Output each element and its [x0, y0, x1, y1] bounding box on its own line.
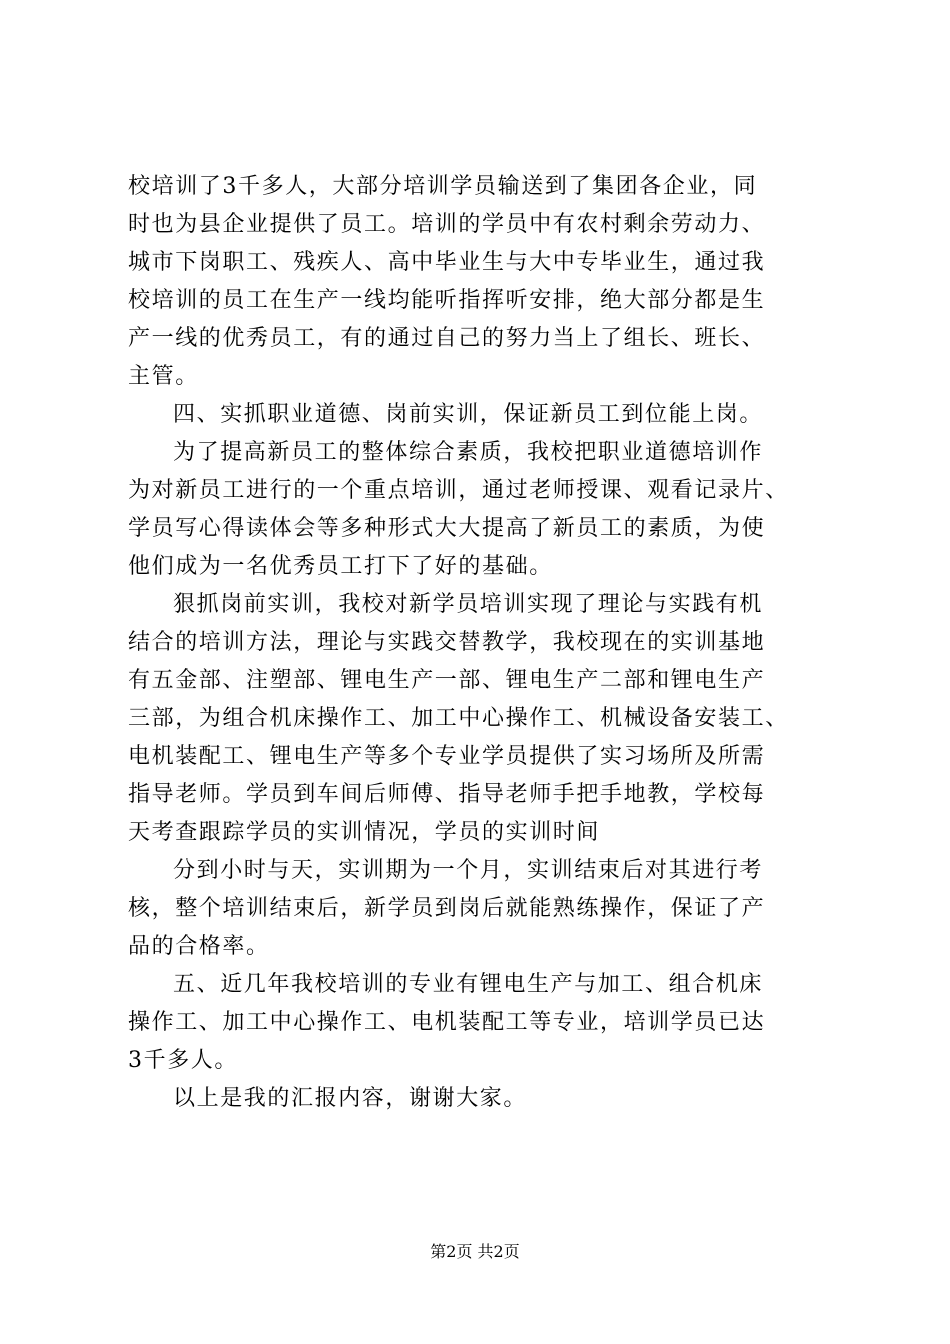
text-line: 为了提高新员工的整体综合素质，我校把职业道德培训作 [173, 440, 764, 465]
text-line: 产一线的优秀员工，有的通过自己的努力当上了组长、班长、 [128, 326, 766, 351]
text-line: 校培训的员工在生产一线均能听指挥听安排，绝大部分都是生 [128, 288, 766, 313]
page-footer: 第2页 共2页 [430, 1242, 520, 1261]
text-line: 为对新员工进行的一个重点培训，通过老师授课、观看记录片、 [128, 478, 789, 503]
text-line: 电机装配工、锂电生产等多个专业学员提供了实习场所及所需 [128, 744, 766, 769]
text-line: 结合的培训方法，理论与实践交替教学，我校现在的实训基地 [128, 630, 766, 655]
document-body [128, 168, 838, 1118]
text-line: 分到小时与天，实训期为一个月，实训结束后对其进行考 [173, 858, 764, 883]
text-line: 3千多人。 [128, 1048, 238, 1073]
text-line: 核，整个培训结束后，新学员到岗后就能熟练操作，保证了产 [128, 896, 766, 921]
text-line: 校培训了3千多人，大部分培训学员输送到了集团各企业，同 [128, 174, 758, 199]
text-line: 三部，为组合机床操作工、加工中心操作工、机械设备安装工、 [128, 706, 789, 731]
text-line: 品的合格率。 [128, 934, 270, 959]
text-line: 指导老师。学员到车间后师傅、指导老师手把手地教，学校每 [128, 782, 766, 807]
text-line: 五、近几年我校培训的专业有锂电生产与加工、组合机床 [173, 972, 764, 997]
text-line: 时也为县企业提供了员工。培训的学员中有农村剩余劳动力、 [128, 212, 766, 237]
text-line: 天考查跟踪学员的实训情况，学员的实训时间 [128, 820, 601, 845]
text-line: 他们成为一名优秀员工打下了好的基础。 [128, 554, 553, 579]
text-line: 以上是我的汇报内容，谢谢大家。 [173, 1086, 528, 1111]
text-line: 四、实抓职业道德、岗前实训，保证新员工到位能上岗。 [173, 402, 764, 427]
text-line: 主管。 [128, 364, 199, 389]
text-line: 城市下岗职工、残疾人、高中毕业生与大中专毕业生，通过我 [128, 250, 766, 275]
text-line: 有五金部、注塑部、锂电生产一部、锂电生产二部和锂电生产 [128, 668, 766, 693]
text-line: 学员写心得读体会等多种形式大大提高了新员工的素质，为使 [128, 516, 766, 541]
text-line: 狠抓岗前实训，我校对新学员培训实现了理论与实践有机 [173, 592, 764, 617]
text-line: 操作工、加工中心操作工、电机装配工等专业，培训学员已达 [128, 1010, 766, 1035]
